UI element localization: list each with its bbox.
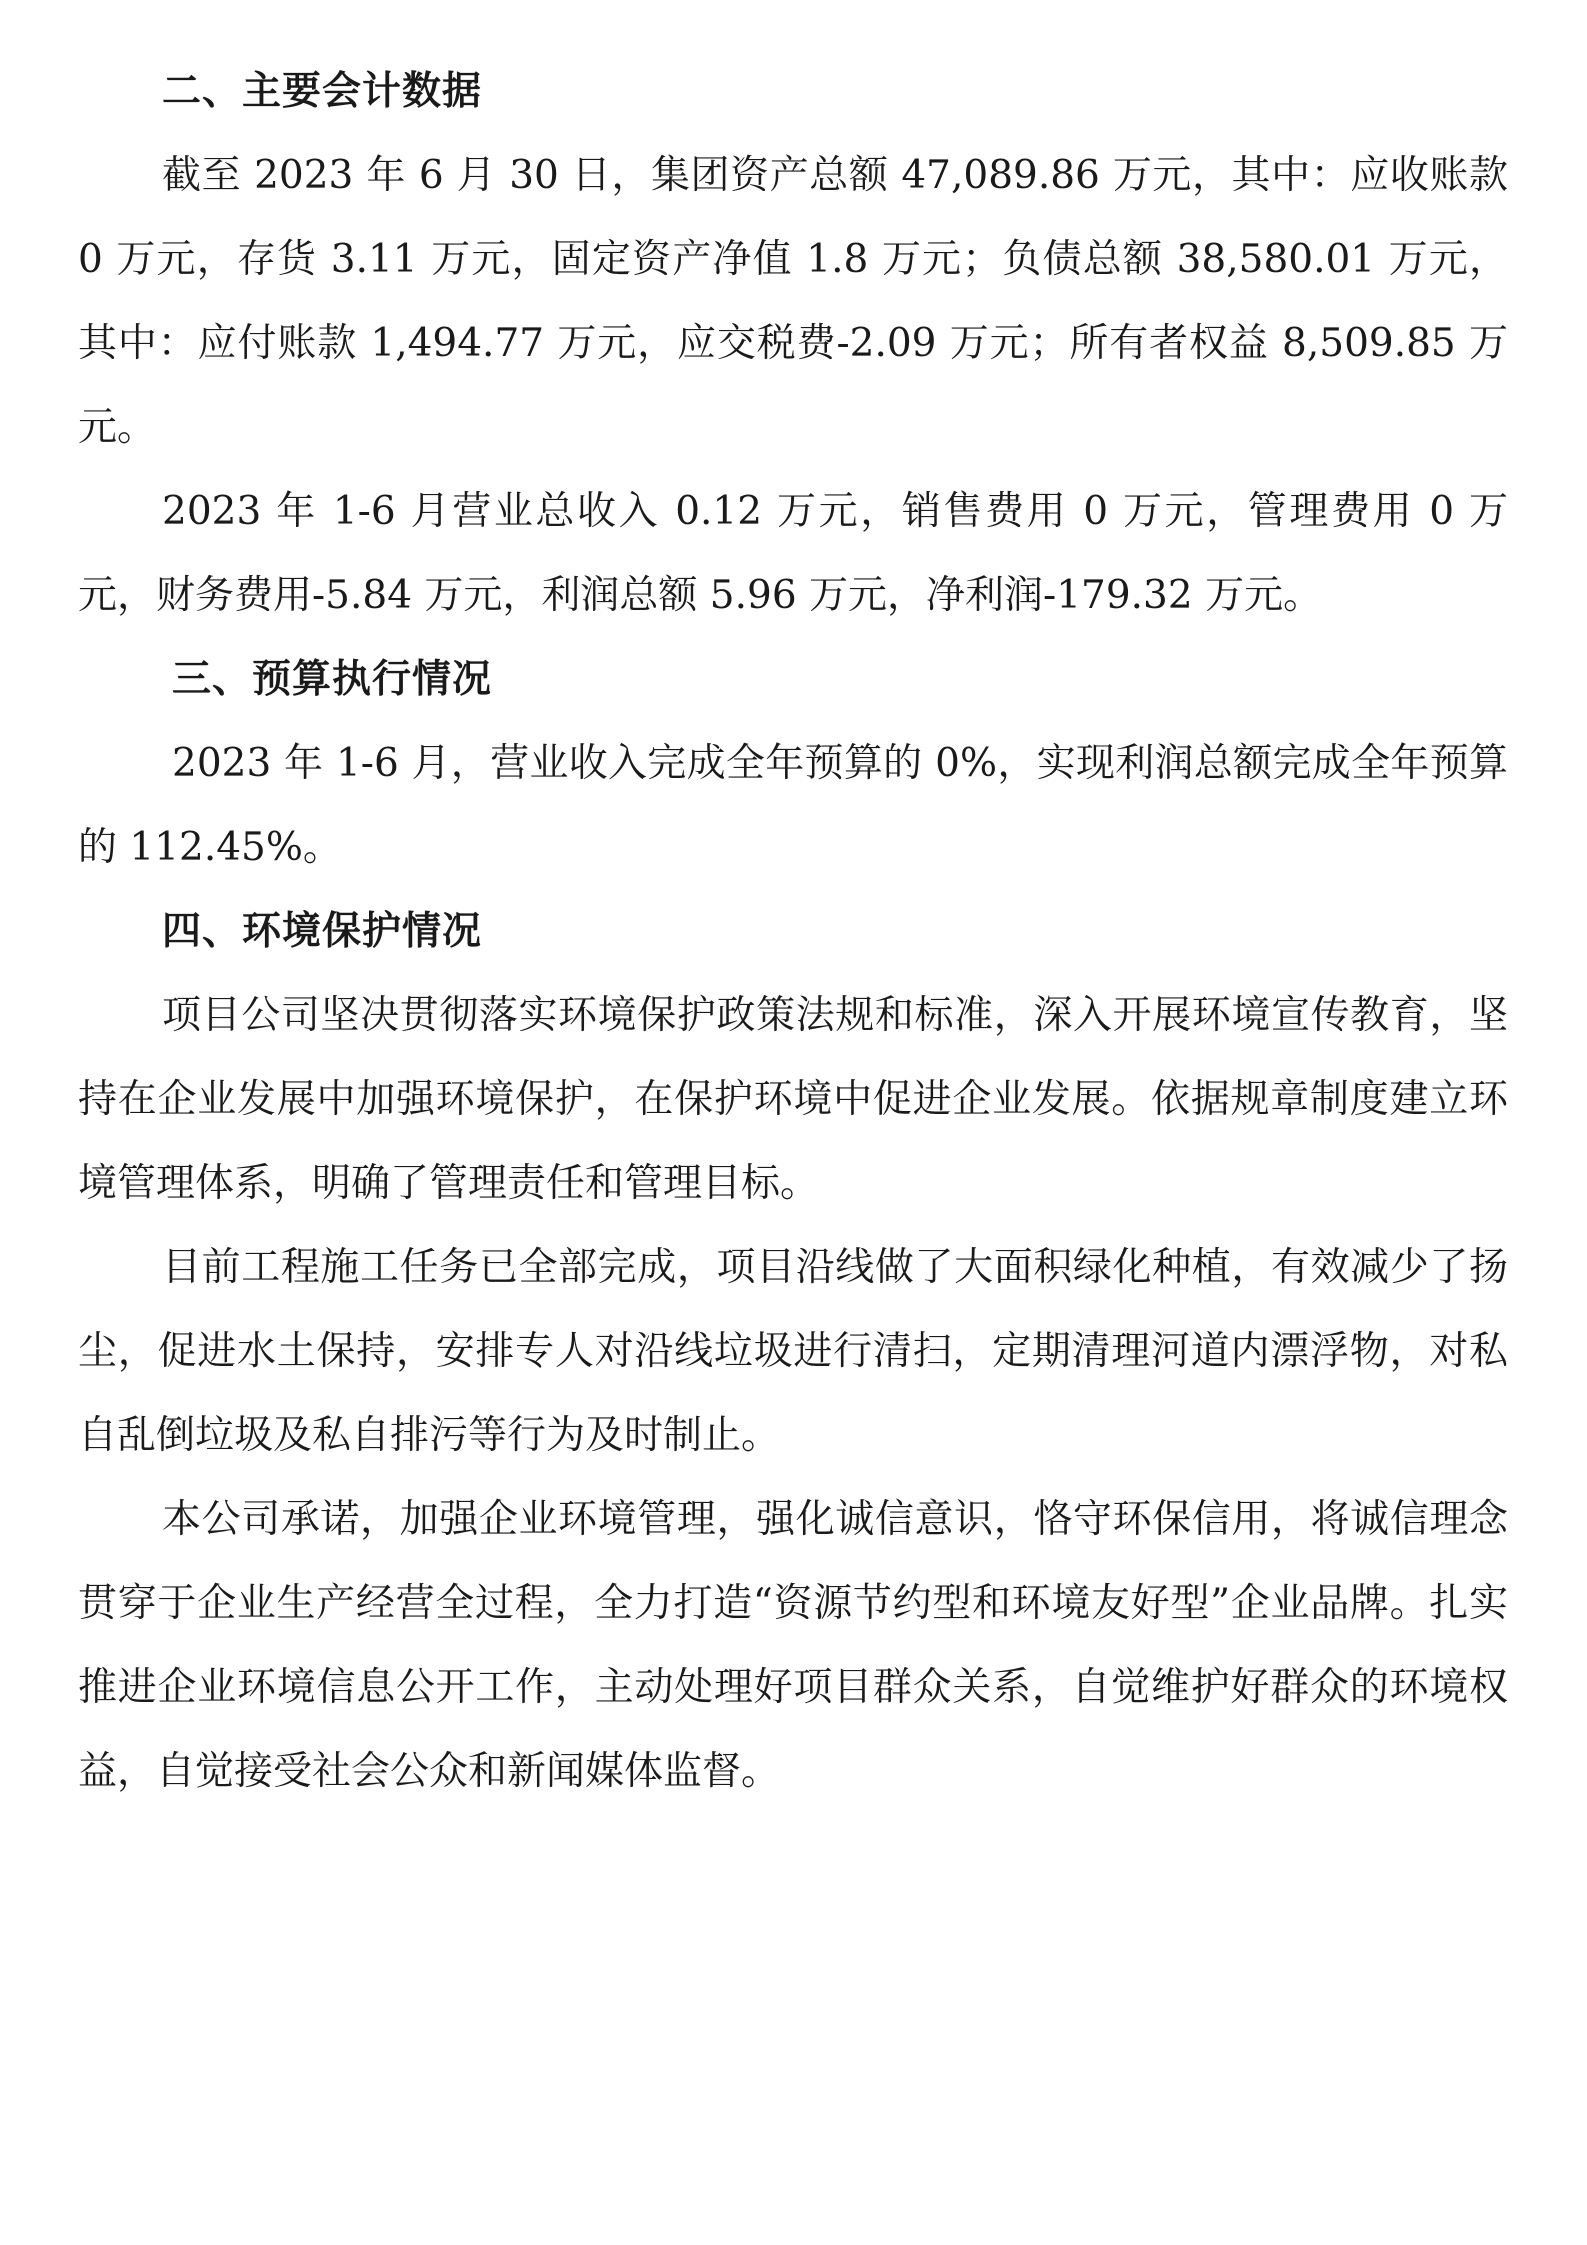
document-body bbox=[78, 50, 1508, 1814]
section-heading-budget-execution: 三、预算执行情况 bbox=[172, 657, 493, 702]
section-heading-environmental-protection: 四、环境保护情况 bbox=[162, 909, 483, 954]
paragraph-environment-commitment: 本公司承诺，加强企业环境管理，强化诚信意识，恪守环保信用，将诚信理念贯穿于企业生产经营全过程，全力打造“资源节约型和环境友好型”企业品牌。扎实推进企业环境信息公开工作，主动处理好项目群众关系，自觉维护好群众的环境权益，自觉接受社会公众和新闻媒体监督。 bbox=[78, 1497, 1508, 1794]
paragraph-budget-execution: 2023 年 1-6 月，营业收入完成全年预算的 0%，实现利润总额完成全年预算的 112.45%。 bbox=[78, 741, 1508, 870]
paragraph-income-statement: 2023 年 1-6 月营业总收入 0.12 万元，销售费用 0 万元，管理费用 0 万元，财务费用-5.84 万元，利润总额 5.96 万元，净利润-179.32 万元。 bbox=[78, 489, 1508, 618]
paragraph-environment-policy: 项目公司坚决贯彻落实环境保护政策法规和标准，深入开展环境宣传教育，坚持在企业发展中加强环境保护，在保护环境中促进企业发展。依据规章制度建立环境管理体系，明确了管理责任和管理目标。 bbox=[78, 993, 1508, 1206]
paragraph-balance-sheet: 截至 2023 年 6 月 30 日，集团资产总额 47,089.86 万元，其中：应收账款 0 万元，存货 3.11 万元，固定资产净值 1.8 万元；负债总额 38,580.01 万元，其中：应付账款 1,494.77 万元，应交税费-2.09 万元；所有者权益 8,509.85 万元。 bbox=[78, 153, 1508, 450]
section-heading-accounting-data: 二、主要会计数据 bbox=[162, 69, 483, 114]
paragraph-environment-measures: 目前工程施工任务已全部完成，项目沿线做了大面积绿化种植，有效减少了扬尘，促进水土保持，安排专人对沿线垃圾进行清扫，定期清理河道内漂浮物，对私自乱倒垃圾及私自排污等行为及时制止。 bbox=[78, 1245, 1508, 1458]
